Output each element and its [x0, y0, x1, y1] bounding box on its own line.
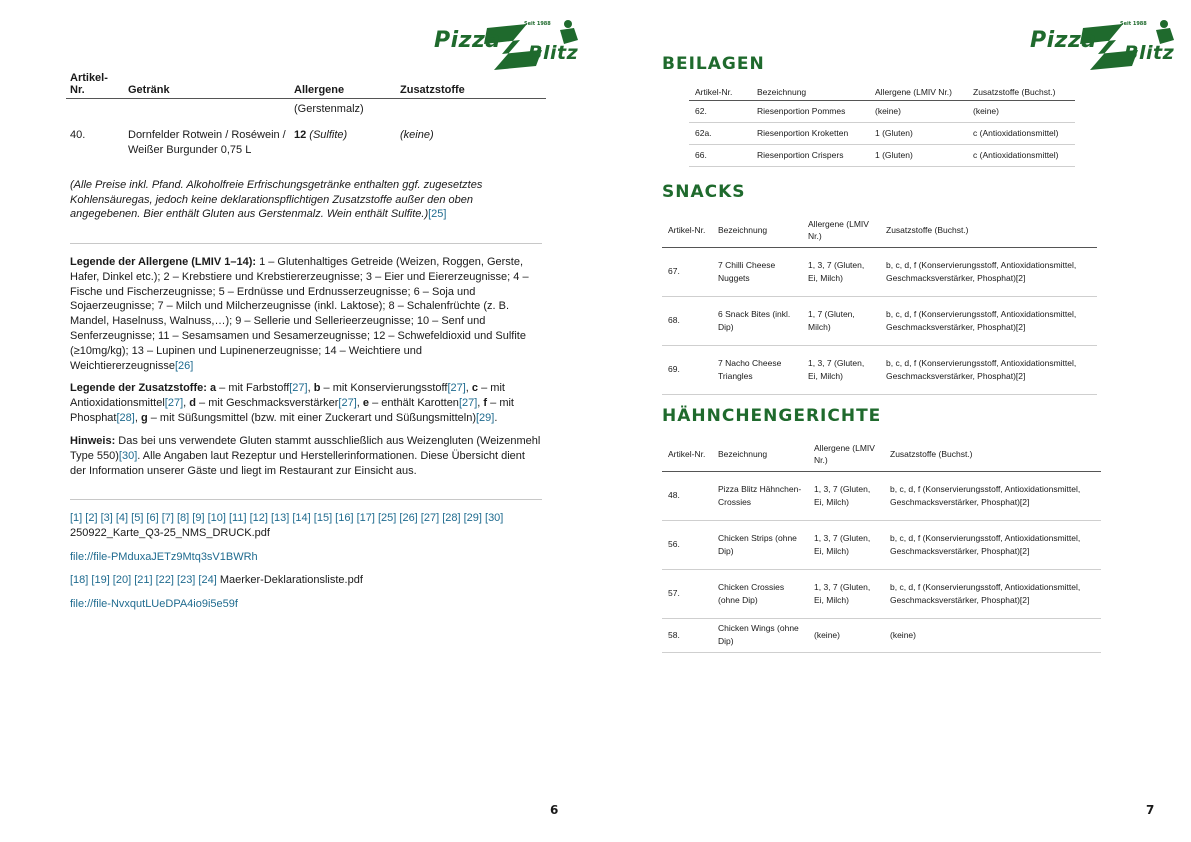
logo-word-blitz: Blitz — [1124, 42, 1175, 64]
additive-text: – enthält Karotten — [369, 396, 459, 409]
additive-text: – mit Phosphat — [70, 396, 514, 424]
right-page — [596, 0, 1191, 842]
col-header-name: Bezeichnung — [712, 438, 808, 471]
source-file-2-link[interactable]: file://file-NvxqutLUeDPA4io9i5e59f — [70, 598, 238, 610]
price-note-text: (Alle Preise inkl. Pfand. Alkoholfreie Erfrischungsgetränke enthalten ggf. zugesetztes Kohlensäuregas, jedoch keine deklarationspflichtigen Zusatzstoffe außer den oben angegebenen. Bier enthält Gluten aus Gerstenmalz. Wein enthält Sulfite.) — [70, 179, 483, 221]
source-refs-1 — [70, 511, 550, 525]
additive-text: – mit Konservierungsstoff — [320, 382, 448, 394]
cell-allergens: (keine) — [808, 618, 884, 652]
cell-name: Pizza Blitz Hähnchen-Crossies — [712, 471, 808, 520]
col-header-nr: Artikel-Nr. — [662, 214, 712, 247]
cell-additives: (keine) — [967, 101, 1075, 123]
source-file-1: 250922_Karte_Q3-25_NMS_DRUCK.pdf — [70, 527, 270, 539]
cell-prev-allergen: (Gerstenmalz) — [294, 103, 364, 115]
cell-allergens: 1 (Gluten) — [869, 145, 967, 167]
divider — [70, 499, 542, 500]
cell-additives: (keine) — [884, 618, 1101, 652]
pizza-blitz-logo — [432, 14, 582, 74]
col-header-allergens: Allergene (LMIV Nr.) — [802, 214, 880, 247]
table-row — [662, 520, 1101, 569]
col-header-allergens: Allergene (LMIV Nr.) — [808, 438, 884, 471]
cell-allergens: (keine) — [869, 101, 967, 123]
additive-key: g — [140, 411, 148, 424]
allergen-label: (Sulfite) — [306, 129, 348, 141]
additive-key: f — [483, 396, 488, 409]
additive-ref[interactable]: [28] — [116, 411, 135, 424]
source-refs-2 — [70, 573, 550, 587]
col-header-drink: Getränk — [124, 70, 290, 99]
snacks-table — [662, 214, 1097, 395]
hint-ref[interactable]: [30] — [118, 449, 138, 462]
col-header-nr: Artikel-Nr. — [689, 84, 751, 101]
table-row — [662, 247, 1097, 296]
table-row — [689, 145, 1075, 167]
page-number: 7 — [1146, 803, 1155, 817]
haehnchen-table — [662, 438, 1101, 653]
cell-nr: 56. — [662, 520, 712, 569]
logo-word-blitz: Blitz — [528, 42, 579, 64]
hint-text-2: . Alle Angaben laut Rezeptur und Herstellerinformationen. Diese Übersicht dient der Information unserer Gäste und liegt im Restaurant zur Einsicht aus. — [70, 449, 525, 477]
col-header-name: Bezeichnung — [751, 84, 869, 101]
divider — [70, 243, 542, 244]
source-refs-1-links[interactable]: [1] [2] [3] [4] [5] [6] [7] [8] [9] [10] [11] [12] [13] [14] [15] [16] [17] [25] [26] [27] [28] [29] [30] — [70, 512, 504, 524]
cell-nr: 69. — [662, 345, 712, 394]
table-row — [662, 471, 1101, 520]
left-page — [0, 0, 595, 842]
cell-nr: 40. — [70, 129, 86, 141]
price-note-ref[interactable]: [25] — [428, 208, 447, 221]
hint-label: Hinweis: — [70, 435, 116, 447]
cell-nr: 58. — [662, 618, 712, 652]
section-title-beilagen: BEILAGEN — [662, 54, 765, 74]
logo-word-pizza: Pizza — [1030, 28, 1097, 53]
table-row — [689, 101, 1075, 123]
additive-text: – mit Farbstoff — [216, 382, 290, 394]
cell-name: 6 Snack Bites (inkl. Dip) — [712, 296, 802, 345]
table-row — [66, 120, 546, 161]
cell-additives: b, c, d, f (Konservierungsstoff, Antioxidationsmittel, Geschmacksverstärker, Phosphat)[2] — [884, 471, 1101, 520]
additive-ref[interactable]: [27] — [338, 396, 357, 409]
page-number: 6 — [550, 803, 559, 817]
cell-nr: 48. — [662, 471, 712, 520]
additive-key: e — [362, 396, 370, 409]
table-row — [662, 296, 1097, 345]
cell-name: Chicken Wings (ohne Dip) — [712, 618, 808, 652]
allergen-number: 12 — [294, 129, 307, 141]
pizza-blitz-logo — [1028, 14, 1178, 74]
cell-nr: 67. — [662, 247, 712, 296]
source-refs-2-links[interactable]: [18] [19] [20] [21] [22] [23] [24] — [70, 574, 217, 586]
additive-key: d — [189, 396, 196, 409]
cell-nr: 62a. — [689, 123, 751, 145]
allergen-legend-label: Legende der Allergene (LMIV 1–14): — [70, 256, 257, 268]
drinks-table — [66, 70, 546, 161]
section-title-haehnchen: HÄHNCHENGERICHTE — [662, 406, 882, 426]
beilagen-table — [689, 84, 1075, 167]
additive-text: – mit Antioxidationsmittel — [70, 382, 505, 409]
cell-name: 7 Nacho Cheese Triangles — [712, 345, 802, 394]
cell-nr: 66. — [689, 145, 751, 167]
table-row — [662, 618, 1101, 652]
cell-additives: (keine) — [400, 129, 434, 141]
cell-name: Riesenportion Kroketten — [751, 123, 869, 145]
source-file-2: Maerker-Deklarationsliste.pdf — [216, 574, 363, 586]
table-row — [662, 345, 1097, 394]
col-header-additives: Zusatzstoffe — [396, 70, 546, 99]
col-header-nr: Artikel-Nr. — [66, 70, 124, 99]
cell-nr: 57. — [662, 569, 712, 618]
additive-ref[interactable]: [29] — [476, 411, 495, 424]
col-header-name: Bezeichnung — [712, 214, 802, 247]
cell-name: Chicken Crossies (ohne Dip) — [712, 569, 808, 618]
col-header-allergens: Allergene — [290, 70, 396, 99]
additive-legend: Legende der Zusatzstoffe: a – mit Farbstoff[27], b – mit Konservierungsstoff[27], c – mit Antioxidationsmittel[27], d – mit Geschmacksverstärker[27], e – enthält Karotten[27], f – mit Phosphat[28], g – mit Süßungsmittel (bzw. mit einer Zuckerart und Süßungsmitteln)[29]. — [70, 382, 514, 424]
additive-ref[interactable]: [27] — [458, 396, 478, 409]
cell-additives: c (Antioxidationsmittel) — [967, 145, 1075, 167]
cell-name: Riesenportion Pommes — [751, 101, 869, 123]
cell-allergens: 1, 3, 7 (Gluten, Ei, Milch) — [808, 569, 884, 618]
additive-key: a — [209, 382, 217, 394]
allergen-legend-ref[interactable]: [26] — [174, 359, 194, 372]
cell-drink: Dornfelder Rotwein / Roséwein / Weißer Burgunder 0,75 L — [128, 129, 286, 156]
cell-allergens: 1, 7 (Gluten, Milch) — [802, 296, 880, 345]
cell-name: 7 Chilli Cheese Nuggets — [712, 247, 802, 296]
cell-allergens: 1, 3, 7 (Gluten, Ei, Milch) — [808, 520, 884, 569]
cell-additives: b, c, d, f (Konservierungsstoff, Antioxidationsmittel, Geschmacksverstärker, Phosphat)[2] — [884, 569, 1101, 618]
cell-allergens: 1, 3, 7 (Gluten, Ei, Milch) — [802, 247, 880, 296]
cell-name: Riesenportion Crispers — [751, 145, 869, 167]
allergen-legend-text: 1 – Glutenhaltiges Getreide (Weizen, Roggen, Gerste, Hafer, Dinkel etc.); 2 – Krebstiere und Krebstiererzeugnisse; 3 – Eier und Eiererzeugnisse; 4 – Fische und Fischerzeugnisse; 5 – Erdnüsse und Erdnusserzeugnisse; 6 – Soja und Sojaerzeugnisse; 7 – Milch und Milcherzeugnisse (inkl. Laktose); 8 – Schalenfrüchte (z. B. Mandel, Haselnuss, Walnuss,…); 9 – Sellerie und Sellerieerzeugnisse; 10 – Senf und Senferzeugnisse; 11 – Sesamsamen und Sesamerzeugnisse; 12 – Schwefeldioxid und Sulfite (≥10mg/kg); 13 – Lupinen und Lupinenerzeugnisse; 14 – Weichtiere und Weichtiererzeugnisse — [70, 256, 529, 372]
cell-allergens: 1, 3, 7 (Gluten, Ei, Milch) — [802, 345, 880, 394]
logo-since: Seit 1988 — [1120, 21, 1147, 27]
cell-allergens: 1 (Gluten) — [869, 123, 967, 145]
col-header-additives: Zusatzstoffe (Buchst.) — [967, 84, 1075, 101]
gluten-hint — [70, 434, 542, 478]
cell-additives: b, c, d, f (Konservierungsstoff, Antioxidationsmittel, Geschmacksverstärker, Phosphat)[2] — [880, 345, 1097, 394]
col-header-additives: Zusatzstoffe (Buchst.) — [884, 438, 1101, 471]
cell-name: Chicken Strips (ohne Dip) — [712, 520, 808, 569]
additive-legend-label: Legende der Zusatzstoffe: — [70, 382, 207, 394]
additive-ref[interactable]: [27] — [164, 396, 184, 409]
col-header-nr: Artikel-Nr. — [662, 438, 712, 471]
cell-additives: b, c, d, f (Konservierungsstoff, Antioxidationsmittel, Geschmacksverstärker, Phosphat)[2] — [880, 296, 1097, 345]
hint-text-1: Das bei uns verwendete Gluten stammt ausschließlich aus Weizengluten (Weizenmehl Type 550) — [70, 435, 541, 462]
cell-nr: 62. — [689, 101, 751, 123]
logo-word-pizza: Pizza — [434, 28, 501, 53]
additive-ref[interactable]: [27] — [289, 382, 308, 394]
cell-allergens: 1, 3, 7 (Gluten, Ei, Milch) — [808, 471, 884, 520]
cell-allergen — [290, 120, 396, 161]
additive-text: – mit Geschmacksverstärker — [196, 396, 339, 409]
table-row — [66, 99, 546, 121]
table-row — [689, 123, 1075, 145]
cell-nr: 68. — [662, 296, 712, 345]
additive-key: c — [471, 382, 479, 394]
additive-text: – mit Süßungsmittel (bzw. mit einer Zuckerart und Süßungsmitteln) — [147, 411, 476, 424]
cell-additives: c (Antioxidationsmittel) — [967, 123, 1075, 145]
allergen-legend — [70, 255, 542, 373]
table-row — [662, 569, 1101, 618]
col-header-additives: Zusatzstoffe (Buchst.) — [880, 214, 1097, 247]
additive-ref[interactable]: [27] — [447, 382, 466, 394]
source-file-1-link[interactable]: file://file-PMduxaJETz9Mtq3sV1BWRh — [70, 551, 258, 563]
cell-additives: b, c, d, f (Konservierungsstoff, Antioxidationsmittel, Geschmacksverstärker, Phosphat)[2] — [880, 247, 1097, 296]
price-note — [70, 178, 540, 222]
section-title-snacks: SNACKS — [662, 182, 746, 202]
logo-since: Seit 1988 — [524, 21, 551, 27]
col-header-allergens: Allergene (LMIV Nr.) — [869, 84, 967, 101]
cell-additives: b, c, d, f (Konservierungsstoff, Antioxidationsmittel, Geschmacksverstärker, Phosphat)[2] — [884, 520, 1101, 569]
additive-key: b — [313, 382, 321, 394]
